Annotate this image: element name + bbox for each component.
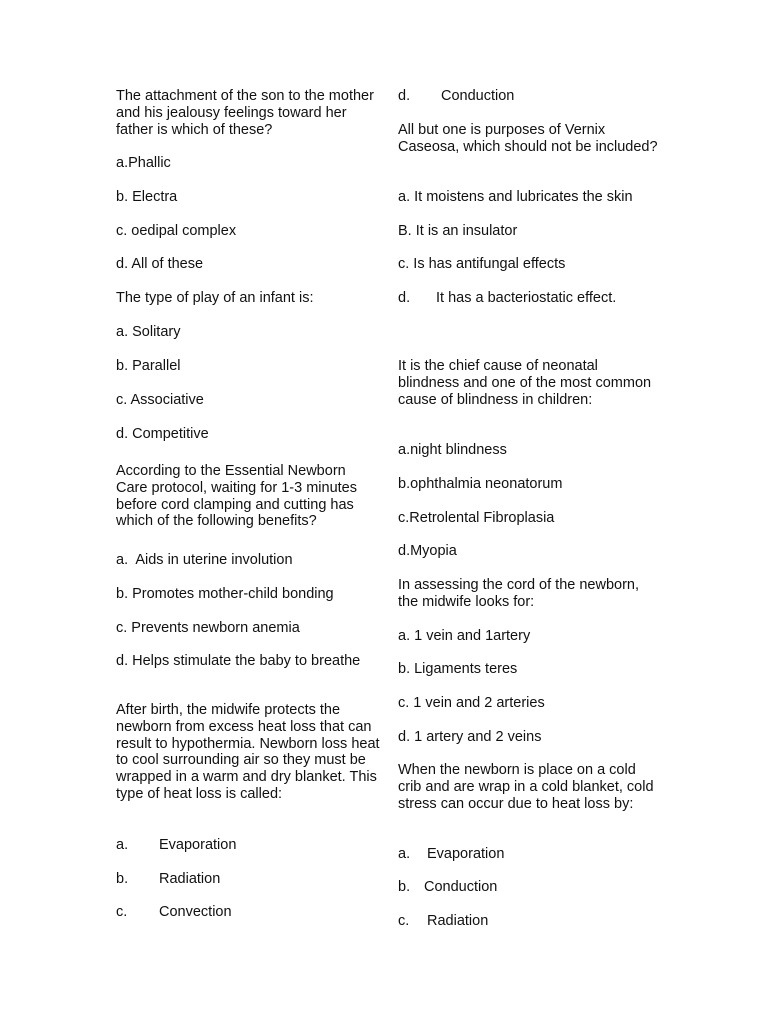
- answer-option: a. 1 vein and 1artery: [398, 628, 531, 644]
- answer-option: [116, 837, 236, 854]
- answer-option: [398, 88, 514, 105]
- option-letter: c.: [398, 913, 410, 929]
- question-text: It is the chief cause of neonatal blindness and one of the most common cause of blindness in children:: [398, 358, 656, 408]
- answer-option: b. Promotes mother-child bonding: [116, 586, 334, 602]
- option-text: Conduction: [441, 88, 515, 104]
- question-text: All but one is purposes of Vernix Caseosa, which should not be included?: [398, 122, 658, 155]
- question-text: In assessing the cord of the newborn, the midwife looks for:: [398, 577, 644, 610]
- answer-option: d. Competitive: [116, 426, 209, 442]
- answer-option: c. oedipal complex: [116, 223, 237, 239]
- question-text: According to the Essential Newborn Care protocol, waiting for 1-3 minutes before cord clamping and cutting has which of the following benefits?: [116, 463, 362, 530]
- answer-option: a.night blindness: [398, 442, 507, 458]
- answer-option: b. Ligaments teres: [398, 661, 518, 677]
- answer-option: c. Associative: [116, 392, 204, 408]
- option-letter: a.: [116, 837, 129, 853]
- option-text: Convection: [159, 904, 232, 920]
- option-letter: c.: [116, 904, 128, 920]
- option-text: Evaporation: [427, 846, 505, 862]
- answer-option: a. Solitary: [116, 324, 181, 340]
- answer-option: d. All of these: [116, 256, 204, 272]
- answer-option: c. Prevents newborn anemia: [116, 620, 300, 636]
- answer-option: c. Is has antifungal effects: [398, 256, 566, 272]
- answer-option: [398, 290, 616, 307]
- answer-option: c. 1 vein and 2 arteries: [398, 695, 545, 711]
- option-letter: d.: [398, 290, 411, 306]
- option-letter: b.: [116, 871, 129, 887]
- question-text: The attachment of the son to the mother and his jealousy feelings toward her father is which of these?: [116, 88, 378, 138]
- option-text: Evaporation: [159, 837, 237, 853]
- question-text: After birth, the midwife protects the newborn from excess heat loss that can result to hypothermia. Newborn loss heat to cool surrounding air so they must be wrapped in a warm and dry blanket. This type of heat loss is called:: [116, 702, 384, 802]
- answer-option: [116, 904, 232, 921]
- option-letter: b.: [398, 879, 411, 895]
- option-text: Radiation: [427, 913, 489, 929]
- answer-option: [398, 846, 504, 863]
- option-letter: d.: [398, 88, 411, 104]
- option-text: Radiation: [159, 871, 221, 887]
- answer-option: d. 1 artery and 2 veins: [398, 729, 542, 745]
- option-text: Conduction: [424, 879, 498, 895]
- answer-option: b.ophthalmia neonatorum: [398, 476, 563, 492]
- answer-option: b. Electra: [116, 189, 178, 205]
- option-text: It has a bacteriostatic effect.: [436, 290, 617, 306]
- question-text: When the newborn is place on a cold crib and are wrap in a cold blanket, cold stress can occur due to heat loss by:: [398, 762, 658, 812]
- answer-option: b. Parallel: [116, 358, 181, 374]
- question-text: The type of play of an infant is:: [116, 290, 314, 306]
- answer-option: d.Myopia: [398, 543, 457, 559]
- option-letter: a.: [398, 846, 411, 862]
- answer-option: [116, 871, 220, 888]
- answer-option: a. It moistens and lubricates the skin: [398, 189, 633, 205]
- answer-option: a.Phallic: [116, 155, 171, 171]
- answer-option: [398, 913, 488, 930]
- answer-option: [398, 879, 497, 896]
- answer-option: c.Retrolental Fibroplasia: [398, 510, 555, 526]
- answer-option: B. It is an insulator: [398, 223, 518, 239]
- answer-option: a. Aids in uterine involution: [116, 552, 293, 568]
- answer-option: d. Helps stimulate the baby to breathe: [116, 653, 361, 669]
